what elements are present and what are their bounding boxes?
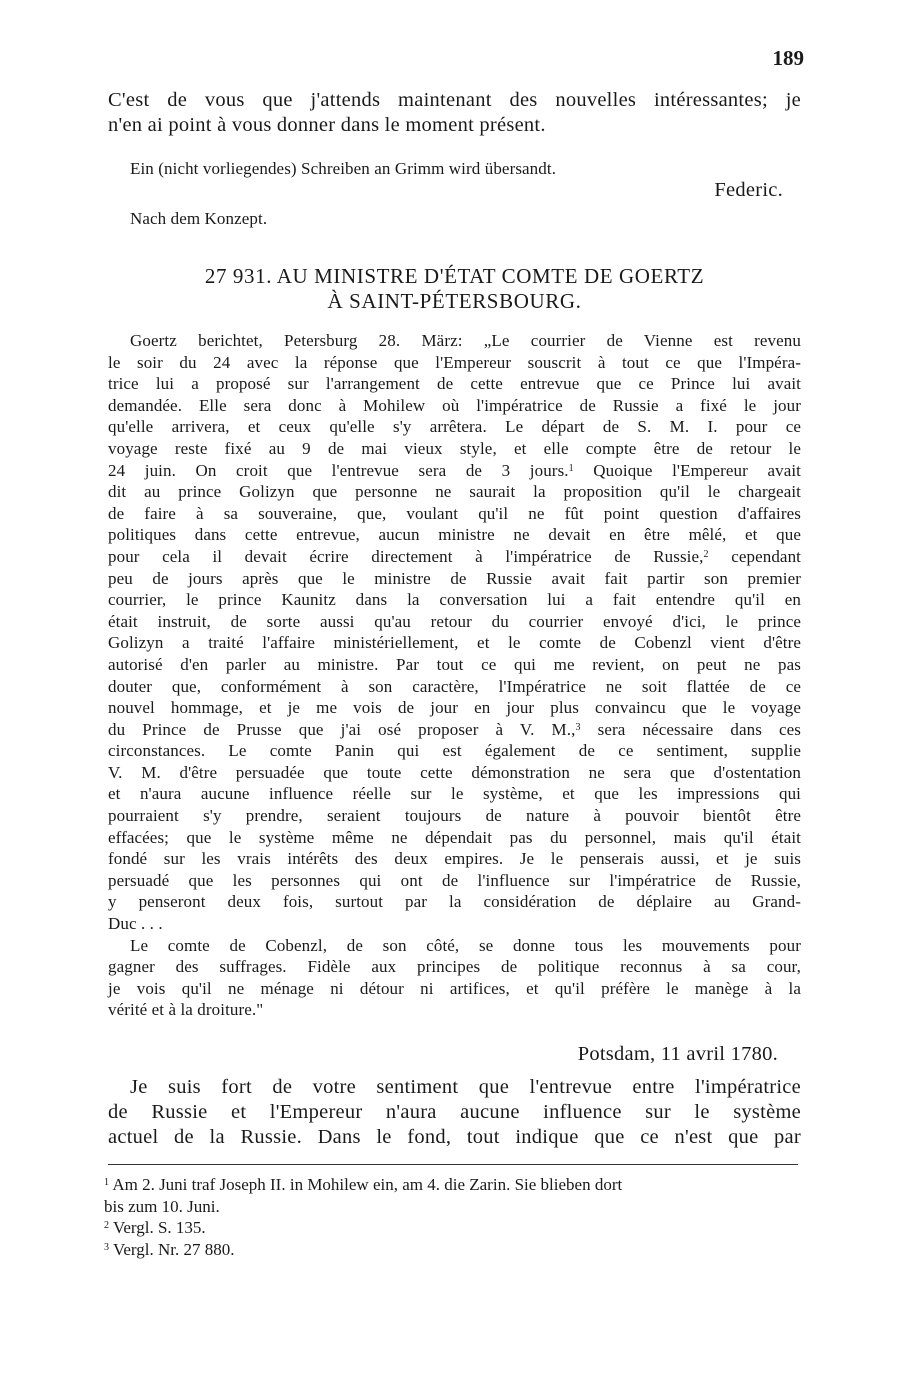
- report-line: pourraient s'y prendre, seraient toujours de nature à pouvoir bientôt être: [108, 806, 801, 826]
- report-line: [108, 546, 801, 568]
- report-line: y penseront deux fois, surtout par la considération de déplaire au Grand-: [108, 892, 801, 912]
- report-line-text: sera nécessaire dans ces: [580, 719, 801, 739]
- report-line: autorisé d'en parler au ministre. Par tout ce qui me revient, on peut ne pas: [108, 654, 801, 674]
- opening-line: C'est de vous que j'attends maintenant des nouvelles intéressantes; je: [108, 89, 801, 111]
- heading-line-2: À SAINT-PÉTERSBOURG.: [327, 289, 582, 313]
- report-paragraph: [108, 330, 801, 1021]
- footnote-text: Vergl. S. 135.: [112, 1218, 206, 1238]
- footnote-mark: 3: [104, 1241, 109, 1253]
- report-line-text: cependant: [708, 546, 801, 566]
- opening-paragraph: [108, 88, 801, 138]
- source-note: Nach dem Konzept.: [130, 209, 268, 228]
- report-line: peu de jours après que le ministre de Russie avait fait partir son premier: [108, 568, 801, 588]
- footnote-mark: 1: [104, 1177, 109, 1188]
- report-line: vérité et à la droiture.": [108, 1000, 264, 1020]
- report-line: et n'aura aucune influence réelle sur le système, et que les impressions qui: [108, 784, 801, 804]
- footnote-ref-2: 2: [703, 548, 709, 560]
- report-line: persuadé que les personnes qui ont de l'influence sur l'impératrice de Russie,: [108, 870, 801, 890]
- footnote: [104, 1239, 800, 1261]
- report-line: Le comte de Cobenzl, de son côté, se donne tous les mouvements pour: [130, 935, 801, 955]
- footnote-text: Vergl. Nr. 27 880.: [112, 1239, 235, 1259]
- report-line: Goertz berichtet, Petersburg 28. März: „Le courrier de Vienne est revenu: [130, 331, 801, 350]
- closing-line: Je suis fort de votre sentiment que l'entrevue entre l'impératrice: [130, 1076, 801, 1098]
- letter-note: Ein (nicht vorliegendes) Schreiben an Grimm wird übersandt.: [130, 159, 557, 178]
- report-line: Duc . . .: [108, 914, 163, 934]
- closing-paragraph: [108, 1075, 801, 1150]
- report-line: effacées; que le système même ne dépendait pas du personnel, mais qu'il était: [108, 827, 801, 847]
- report-line-text: du Prince de Prusse que j'ai osé proposer à V. M.,: [108, 719, 576, 739]
- report-line: [108, 460, 801, 482]
- report-line: gagner des suffrages. Fidèle aux principes de politique reconnus à sa cour,: [108, 957, 801, 977]
- report-line: voyage reste fixé au 9 de mai vieux style, et elle compte être de retour le: [108, 438, 801, 458]
- report-line: le soir du 24 avec la réponse que l'Empereur souscrit à tout ce que l'Impéra-: [108, 352, 801, 372]
- footnote-line: [104, 1217, 800, 1239]
- report-line: je vois qu'il ne ménage ni détour ni artifices, et qu'il préfère le manège à la: [108, 978, 801, 998]
- closing-line: actuel de la Russie. Dans le fond, tout indique que ce n'est que par: [108, 1126, 801, 1148]
- report-line: circonstances. Le comte Panin qui est également de ce sentiment, supplie: [108, 741, 801, 761]
- report-line-text: Quoique l'Empereur avait: [573, 460, 802, 480]
- report-line: V. M. d'être persuadée que toute cette démonstration ne sera que d'ostentation: [108, 762, 801, 782]
- footnote-mark: 2: [104, 1220, 109, 1232]
- footnote-text: Am 2. Juni traf Joseph II. in Mohilew ein, am 4. die Zarin. Sie blieben dort: [112, 1175, 623, 1194]
- report-line-text: 24 juin. On croit que l'entrevue sera de 3 jours.: [108, 460, 569, 480]
- dateline: Potsdam, 11 avril 1780.: [577, 1043, 778, 1065]
- document-heading: [108, 264, 801, 314]
- report-line: fondé sur les vrais intérêts des deux empires. Je le penserais aussi, et je suis: [108, 849, 801, 869]
- report-line: Golizyn a traité l'affaire ministériellement, et le comte de Cobenzl vient d'être: [108, 633, 801, 653]
- report-line: demandée. Elle sera donc à Mohilew où l'impératrice de Russie a fixé le jour: [108, 395, 801, 415]
- report-line: douter que, conformément à son caractère, l'Impératrice ne soit flattée de ce: [108, 676, 801, 696]
- heading-line-1: 27 931. AU MINISTRE D'ÉTAT COMTE DE GOERTZ: [204, 264, 705, 288]
- footnote-divider: [108, 1164, 798, 1165]
- report-line: courrier, le prince Kaunitz dans la conversation lui a fait entendre qu'il en: [108, 590, 801, 610]
- closing-line: de Russie et l'Empereur n'aura aucune influence sur le système: [108, 1101, 801, 1123]
- footnote-ref-1: 1: [568, 462, 574, 474]
- report-line: politiques dans cette entrevue, aucun ministre ne devait en être mêlé, et que: [108, 525, 801, 545]
- footnote: [104, 1217, 800, 1239]
- footnote-line: [104, 1174, 800, 1196]
- report-line: trice lui a proposé sur l'arrangement de cette entrevue que ce Prince lui avait: [108, 374, 801, 394]
- footnotes: [104, 1174, 800, 1260]
- report-line: [108, 719, 801, 741]
- report-line: de faire à sa souveraine, que, voulant qu'il ne fût point question d'affaires: [108, 503, 801, 523]
- footnote-line: [104, 1239, 800, 1261]
- opening-line: n'en ai point à vous donner dans le moment présent.: [108, 114, 546, 136]
- footnote: [104, 1174, 800, 1217]
- report-line: dit au prince Golizyn que personne ne saurait la proposition qu'il le chargeait: [108, 482, 801, 502]
- report-line: nouvel hommage, et je me vois de jour en jour plus convaincu que le voyage: [108, 698, 801, 718]
- footnote-ref-3: 3: [575, 721, 581, 733]
- signature: Federic.: [714, 179, 783, 201]
- report-line: qu'elle arrivera, et ceux qu'elle s'y arrêtera. Le départ de S. M. I. pour ce: [108, 417, 801, 437]
- page-number: 189: [772, 46, 804, 70]
- report-line: était instruit, de sorte aussi qu'au retour du courrier envoyé d'ici, le prince: [108, 611, 801, 631]
- report-line-text: pour cela il devait écrire directement à l'impératrice de Russie,: [108, 546, 704, 566]
- footnote-line: bis zum 10. Juni.: [104, 1196, 220, 1216]
